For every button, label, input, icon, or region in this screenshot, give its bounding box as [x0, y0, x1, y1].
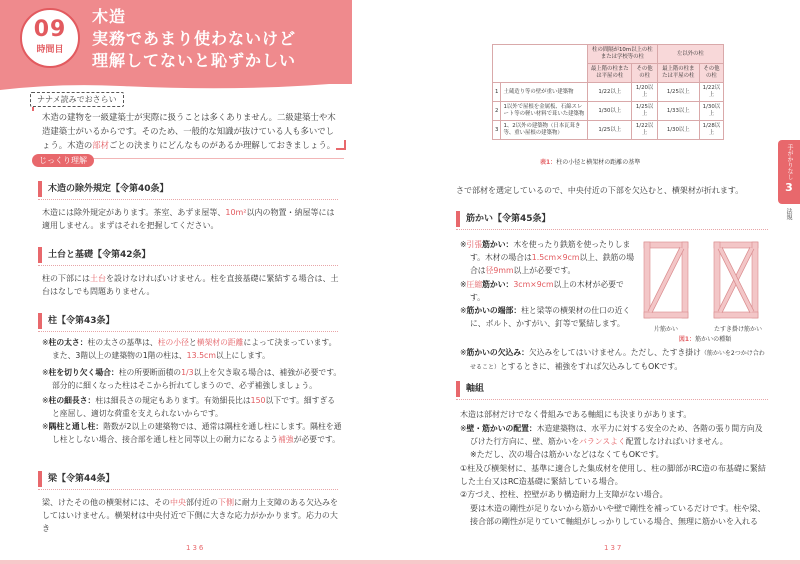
table-subheader: 最上階の柱または平屋の柱 [588, 64, 632, 83]
table-cell-desc: 土蔵造り等の壁が重い建築物 [501, 83, 588, 102]
bullet-highlight: 1/3 [181, 368, 194, 377]
table-caption [540, 157, 640, 166]
bullet-label: 筋かいの端部： [466, 306, 522, 315]
table-cell-no: 3 [493, 121, 501, 140]
bullet-note-small: （筋かいを2つかけ合わせること） [470, 350, 765, 371]
bullet-compression-brace: ※圧縮筋かい：3cm×9cm以上の木材が必要です。 [460, 280, 624, 302]
table-cell: 1/22以上 [632, 121, 657, 140]
bullet-highlight: 引張 [466, 240, 483, 249]
chapter-side-tab [778, 140, 800, 204]
foundation-text [42, 272, 342, 298]
bullet-text: 以上の木材が必要です。 [470, 280, 624, 302]
figure-label-single: 片筋かい [653, 326, 678, 333]
title-line-3: 理解してないと恥ずかしい [92, 51, 297, 70]
bullet-label: 筋かい： [482, 280, 514, 289]
bullet-text: 木造建築物は、水平力に対する安全のため、各階の張り間方向及びけた行方向に、壁、筋かいを [470, 424, 763, 446]
bullet-highlight: 径9mm [485, 266, 514, 275]
intro-text-b: ごとの決まりにどんなものがあるか理解しておきましょう。 [109, 140, 336, 150]
detail-pill: じっくり理解 [32, 154, 94, 167]
beam-text-a: 梁、けたその他の横架材には、その [42, 498, 170, 507]
bullet-highlight: 13.5cm [186, 351, 216, 360]
lesson-unit: 時間目 [36, 45, 64, 55]
bullet-corner-column: ※隅柱と通し柱：階数が2以上の建築物では、通常は隅柱を通し柱にします。隅柱を通し柱としない場合、接合部を通し柱と同等以上の耐力になるよう補強が必要です。 [42, 422, 342, 444]
bullet-text: と [188, 338, 197, 347]
bullet-text: が必要です。 [293, 435, 340, 444]
section-heading-exclusion: 木造の除外規定【令第40条】 [38, 180, 338, 198]
side-tab-label: 手がかりなし [786, 144, 793, 180]
table-header-row [493, 45, 724, 64]
frame-text: 木造は部材だけでなく骨組みである軸組にも決まりがあります。 [460, 410, 692, 419]
frame-summary-text: 要は木造の剛性が足りないから筋かいや壁で剛性を補っているだけです。柱や梁、接合部の剛性が足りていて軸組がしっかりしている場合、無理に筋かいを入れる [470, 504, 766, 526]
section-heading-beam: 梁【令第44条】 [38, 470, 338, 488]
column-diameter-table [492, 44, 724, 140]
bullet-text: 以下です。細すぎると座屈し、適切な荷重を支えられないからです。 [52, 396, 336, 418]
exclusion-area: 10m² [225, 208, 247, 217]
table-header-group-2: 左以外の柱 [657, 45, 723, 64]
bullet-label: 柱を切り欠く場合： [48, 368, 119, 377]
header-wave-decoration [0, 78, 360, 92]
table-cell-desc: 1以外で屋根を金属板、石綿スレート等の軽い材料で葺いた建築物 [501, 102, 588, 121]
table-cell: 1/22以上 [588, 83, 632, 102]
table-cell: 1/30以上 [657, 121, 699, 140]
bullet-highlight: 150 [250, 396, 266, 405]
intro-box [34, 102, 344, 159]
exclusion-text-b: 以内の物置・納屋等には適用しません。まずはそれを把握してください。 [42, 208, 335, 230]
table-cell: 1/30以上 [588, 102, 632, 121]
exclusion-text-a: 木造には除外規定があります。茶室、あずま屋等、 [42, 208, 226, 217]
bullet-text: によって決まっています。また、3階以上の建築物の1階の柱は、 [52, 338, 337, 360]
bullet-text: 柱は細長さの規定もあります。有効細長比は [95, 396, 251, 405]
lesson-badge [20, 8, 80, 68]
bullet-text: 以上、鉄筋の場合は [470, 253, 635, 275]
bullet-text: 欠込みをしてはいけません。ただし、たすき掛け [528, 348, 701, 357]
table-corner-cell [493, 45, 588, 83]
table-subheader: その他の柱 [699, 64, 723, 83]
table-cell: 1/25以上 [632, 102, 657, 121]
cross-brace-diagram [714, 242, 758, 318]
exception-note: ※ただし、次の場合は筋かいなどはなくてもOKです。 [470, 450, 664, 459]
brace-figure [640, 238, 768, 322]
figure-caption-number: 図1： [678, 336, 696, 343]
bullet-wall-arrangement: ※壁・筋かいの配置：木造建築物は、水平力に対する安全のため、各階の張り間方向及びけた行方向に、壁、筋かいをバランスよく配置しなければいけません。 [460, 424, 763, 446]
table-cell: 1/25以上 [588, 121, 632, 140]
section-heading-brace: 筋かい【令第45条】 [456, 210, 768, 228]
table-row [493, 121, 724, 140]
bullet-text: 柱の太さの基準は、 [87, 338, 158, 347]
bullet-text: 階数が2以上の建築物では、通常は隅柱を通し柱にします。隅柱を通し柱としない場合、接合部を通し柱と同等以上の耐力になるよう [52, 422, 342, 444]
table-cell-no: 2 [493, 102, 501, 121]
bottom-rule [0, 560, 800, 564]
bullet-text: 柱の所要断面積の [118, 368, 182, 377]
bullet-highlight: 補強 [278, 435, 294, 444]
bullet-highlight: 1.5cm×9cm [531, 253, 580, 262]
bullet-highlight: 3cm×9cm [513, 280, 554, 289]
bullet-brace-notch: ※筋かいの欠込み：欠込みをしてはいけません。ただし、たすき掛け（筋かいを2つかけ合わせること）とするときに、補強をすれば欠込みしてもOKです。 [460, 348, 765, 371]
bullet-tension-brace: ※引張筋かい：木を使ったり鉄筋を使ったりします。木材の場合は1.5cm×9cm以上、鉄筋の場合は径9mm以上が必要です。 [460, 240, 635, 275]
intro-text-a: 木造の建物を一級建築士が実際に扱うことは多くありません。二級建築士や木造建築士がいるからです。そのため、一般的な知識が抜けている人も多いでしょう。木造の [42, 112, 336, 150]
side-subject-label: 法規 [785, 208, 792, 220]
table-cell: 1/33以上 [657, 102, 699, 121]
table-subheader: 最上階の柱または平屋の柱 [657, 64, 699, 83]
foundation-highlight: 土台 [90, 274, 106, 283]
section-heading-frame: 軸組 [456, 380, 768, 398]
beam-highlight: 中央 [170, 498, 186, 507]
bullet-brace-end: ※筋かいの端部：柱と梁等の横架材の仕口の近くに、ボルト、かすがい、釘等で緊結します。 [460, 306, 631, 328]
bullet-label: 柱の細長さ： [48, 396, 96, 405]
table-cell-desc: 1、2以外の建築物（日本瓦葺き等、重い屋根の建築物） [501, 121, 588, 140]
figure-label-cross: たすき掛け筋かい [713, 326, 762, 333]
foundation-text-b: を設けなければいけません。柱を直接基礎に緊結する場合は、土台はなしでも問題ありません。 [42, 274, 339, 296]
beam-continuation-text: さで部材を選定しているので、中央付近の下部を欠込むと、横架材が折れます。 [456, 186, 744, 195]
section-heading-foundation: 土台と基礎【令第42条】 [38, 246, 338, 264]
bullet-text: とするときに、補強をすれば欠込みしてもOKです。 [500, 362, 683, 371]
bullet-highlight: 柱の小径 [157, 338, 189, 347]
beam-highlight: 下側 [218, 498, 234, 507]
table-cell: 1/25以上 [657, 83, 699, 102]
bullet-text: 以上にします。 [215, 351, 270, 360]
side-tab-number: 3 [785, 181, 793, 194]
table-caption-text: 柱の小径と横架材の距離の基準 [556, 159, 641, 166]
bullet-column-thickness: ※柱の太さ：柱の太さの基準は、柱の小径と横架材の距離によって決まっています。また、3階以上の建築物の1階の柱は、13.5cm以上にします。 [42, 338, 337, 360]
bullet-label: 筋かいの欠込み： [466, 348, 529, 357]
table-subheader: その他の柱 [632, 64, 657, 83]
table-cell-no: 1 [493, 83, 501, 102]
beam-text [42, 496, 342, 535]
bullet-highlight: 圧縮 [466, 280, 483, 289]
bullet-column-slenderness: ※柱の細長さ：柱は細長さの規定もあります。有効細長比は150以下です。細すぎると座屈し、適切な荷重を支えられないからです。 [42, 396, 336, 418]
table-row [493, 83, 724, 102]
exception-item-2: ②方づえ、控柱、控壁があり構造耐力上支障がない場合。 [460, 490, 668, 499]
page-number-left: 136 [186, 544, 206, 552]
intro-highlight: 部材 [92, 140, 109, 150]
table-cell: 1/20以上 [632, 83, 657, 102]
bullet-text: 以上を欠き取る場合は、補強が必要です。部分的に細くなった柱はそこから折れてしまうので、必ず補強しましょう。 [52, 368, 342, 390]
bullet-highlight: バランスよく [579, 437, 626, 446]
single-brace-diagram [644, 242, 688, 318]
lesson-number: 09 [33, 17, 67, 42]
exception-item-1: ①柱及び横架材に、基準に適合した集成材を使用し、柱の脚部がRC造の布基礎に緊結した土台又はRC造基礎に緊結している場合。 [460, 464, 766, 486]
table-header-group-1: 柱の間隔が10m以上の柱または学校等の柱 [588, 45, 658, 64]
bullet-label: 筋かい： [482, 240, 514, 249]
bullet-label: 隅柱と通し柱： [48, 422, 104, 431]
table-caption-number: 表1： [540, 159, 557, 166]
intro-tag: ナナメ読みでおさらい [30, 92, 124, 107]
bullet-text: 柱と梁等の横架材の仕口の近くに、ボルト、かすがい、釘等で緊結します。 [470, 306, 631, 328]
bullet-highlight: 横架材の距離 [196, 338, 244, 347]
table-cell: 1/30以上 [699, 102, 723, 121]
figure-caption [660, 334, 750, 343]
bullet-column-notch: ※柱を切り欠く場合：柱の所要断面積の1/3以上を欠き取る場合は、補強が必要です。部分的に細くなった柱はそこから折れてしまうので、必ず補強しましょう。 [42, 368, 342, 390]
title-line-1: 木造 [92, 7, 127, 26]
intro-corner-mark-2 [336, 140, 346, 150]
table-row [493, 102, 724, 121]
bullet-text: 木を使ったり鉄筋を使ったりします。木材の場合は [470, 240, 631, 262]
bullet-text: 配置しなければいけません。 [625, 437, 728, 446]
bullet-label: 柱の太さ： [48, 338, 88, 347]
title-line-2: 実務であまり使わないけど [92, 29, 297, 48]
beam-text-b: 部付近の [186, 498, 218, 507]
bullet-text: 以上が必要です。 [513, 266, 576, 275]
foundation-text-a: 柱の下部には [42, 274, 90, 283]
beam-text-c: に耐力上支障のある欠込みをしてはいけません。横架材は中央付近で下側に大きな応力がかかります。応力の大き [42, 498, 338, 533]
chapter-title [92, 6, 354, 72]
table-cell: 1/28以上 [699, 121, 723, 140]
bullet-label: 壁・筋かいの配置： [466, 424, 537, 433]
figure-caption-text: 筋かいの種類 [695, 336, 732, 343]
table-cell: 1/22以上 [699, 83, 723, 102]
exclusion-text [42, 206, 342, 232]
section-heading-column: 柱【令第43条】 [38, 312, 338, 330]
page-number-right: 137 [604, 544, 624, 552]
